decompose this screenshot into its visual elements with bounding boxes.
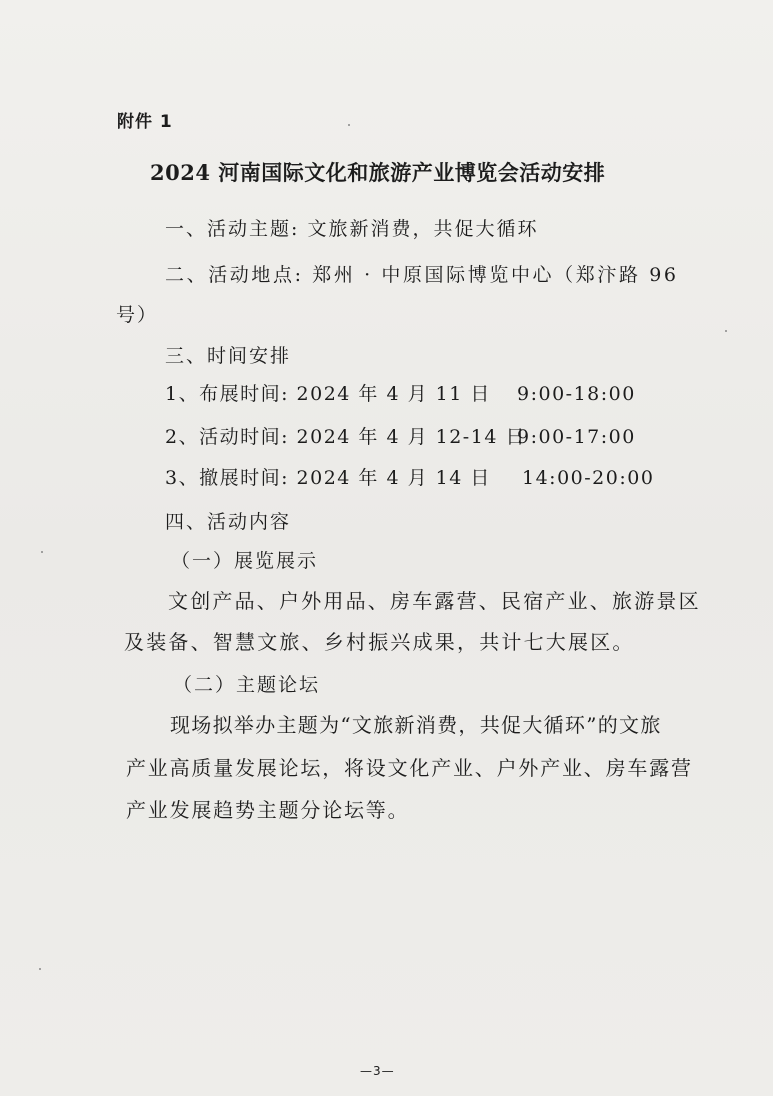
scan-speck — [41, 551, 43, 553]
attachment-label: 附件 1 — [117, 112, 173, 132]
scan-speck — [725, 330, 727, 332]
schedule-time: 9:00-17:00 — [517, 426, 636, 448]
exhibition-paragraph-line-1: 文创产品、户外用品、房车露营、民宿产业、旅游景区 — [168, 589, 701, 613]
schedule-row — [165, 381, 665, 407]
activity-venue-line-2: 号） — [116, 304, 159, 326]
activity-content-heading: 四、活动内容 — [165, 511, 292, 533]
forum-paragraph-line-2: 产业高质量发展论坛，将设文化产业、户外产业、房车露营 — [126, 756, 693, 780]
schedule-row — [165, 465, 665, 491]
scan-speck — [39, 968, 41, 970]
activity-theme: 一、活动主题: 文旅新消费，共促大循环 — [165, 218, 539, 240]
document-title: 2024 河南国际文化和旅游产业博览会活动安排 — [150, 160, 606, 185]
scan-speck — [348, 124, 350, 126]
schedule-time: 14:00-20:00 — [522, 467, 655, 489]
activity-venue-line-1: 二、活动地点: 郑州 · 中原国际博览中心（郑汴路 96 — [165, 264, 679, 286]
schedule-row — [165, 424, 665, 450]
exhibition-paragraph-line-2: 及装备、智慧文旅、乡村振兴成果，共计七大展区。 — [124, 630, 635, 654]
schedule-time: 9:00-18:00 — [517, 383, 636, 405]
forum-paragraph-line-1: 现场拟举办主题为“文旅新消费，共促大循环”的文旅 — [170, 713, 662, 737]
schedule-label: 3、撤展时间: 2024 年 4 月 14 日 — [165, 467, 491, 489]
forum-heading: （二）主题论坛 — [173, 674, 321, 696]
exhibition-heading: （一）展览展示 — [171, 550, 319, 572]
forum-paragraph-line-3: 产业发展趋势主题分论坛等。 — [126, 798, 410, 822]
schedule-label: 1、布展时间: 2024 年 4 月 11 日 — [165, 383, 491, 405]
page-number: —3— — [360, 1064, 395, 1078]
time-schedule-heading: 三、时间安排 — [165, 345, 292, 367]
schedule-label: 2、活动时间: 2024 年 4 月 12-14 日 — [165, 426, 526, 448]
